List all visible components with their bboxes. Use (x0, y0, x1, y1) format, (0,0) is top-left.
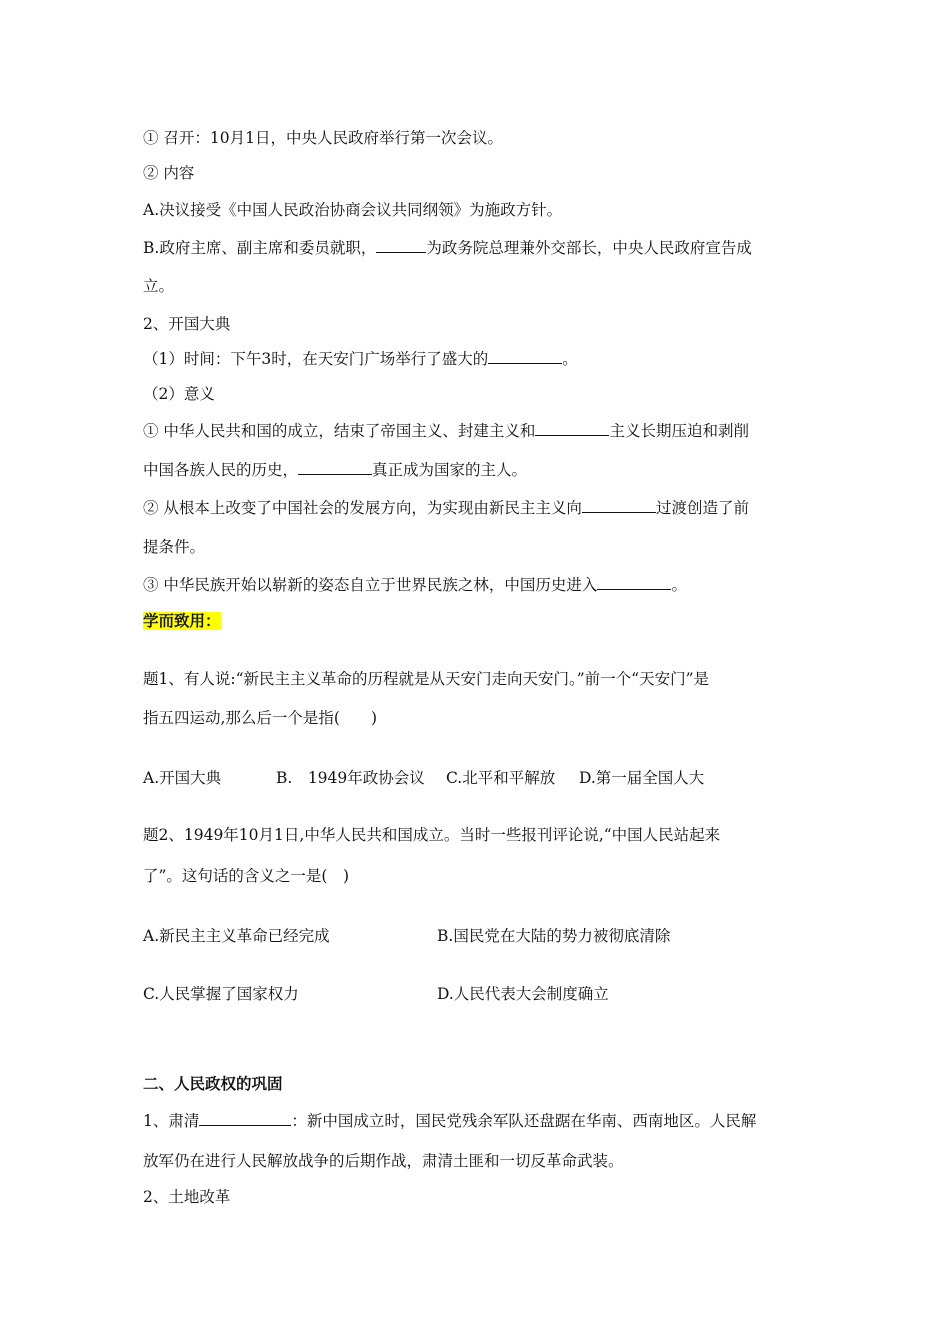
text-line (143, 383, 215, 405)
fill-blank (199, 1110, 291, 1126)
question-2-option-b: B.国民党在大陆的势力被彻底清除 (437, 927, 671, 945)
text-line (143, 1110, 756, 1132)
question-1-option-c: C.北平和平解放 (446, 769, 556, 787)
practice-heading: 学而致用： (143, 612, 221, 630)
text: 提条件。 (143, 538, 206, 556)
question-2-text: 题2、1949年10月1日,中华人民共和国成立。当时一些报刊评论说,“中国人民站起来 (143, 826, 721, 844)
practice-heading-line (143, 610, 221, 632)
text: ② 从根本上改变了中国社会的发展方向，为实现由新民主主义向 (143, 499, 582, 517)
fill-blank (582, 497, 656, 513)
question-1-line (143, 668, 709, 690)
fill-blank (597, 574, 671, 590)
text-line (143, 313, 230, 335)
section-heading: 二、人民政权的巩固 (143, 1075, 283, 1093)
text: 放军仍在进行人民解放战争的后期作战，肃清土匪和一切反革命武装。 (143, 1152, 624, 1170)
text: 真正成为国家的主人。 (372, 461, 528, 479)
text-line (143, 237, 752, 259)
text: 立。 (143, 277, 175, 295)
question-2-option-a: A.新民主主义革命已经完成 (143, 927, 330, 945)
text-line (143, 497, 749, 519)
section-heading-line (143, 1073, 283, 1095)
text: （1）时间：下午3时，在天安门广场举行了盛大的 (143, 350, 489, 368)
text-line (143, 1186, 230, 1208)
text: ① 召开：10月1日，中央人民政府举行第一次会议。 (143, 129, 504, 147)
text-line (143, 127, 503, 149)
text-line (143, 348, 578, 370)
question-2-text: 了”。这句话的含义之一是( ) (143, 867, 350, 885)
text: 过渡创造了前 (655, 499, 749, 517)
text-line (143, 574, 687, 596)
text: B.政府主席、副主席和委员就职， (143, 239, 377, 257)
question-2-line (143, 865, 349, 887)
text: 主义长期压迫和剥削 (609, 422, 749, 440)
question-1-option-a: A.开国大典 (143, 769, 222, 787)
question-1-option-d: D.第一届全国人大 (579, 769, 705, 787)
text: 中国各族人民的历史， (143, 461, 299, 479)
question-1-text: 题1、有人说:“新民主主义革命的历程就是从天安门走向天安门。”前一个“天安门”是 (143, 670, 710, 688)
fill-blank (298, 459, 372, 475)
text: ① 中华人民共和国的成立，结束了帝国主义、封建主义和 (143, 422, 536, 440)
text: 。 (671, 576, 687, 594)
text: ③ 中华民族开始以崭新的姿态自立于世界民族之林，中国历史进入 (143, 576, 598, 594)
text-line (143, 162, 194, 184)
fill-blank (376, 237, 426, 253)
text: A.决议接受《中国人民政治协商会议共同纲领》为施政方针。 (143, 201, 563, 219)
text: （2）意义 (143, 385, 215, 403)
question-1-option-b: B. 1949年政协会议 (276, 769, 425, 787)
text-line (143, 459, 527, 481)
text-line (143, 275, 174, 297)
text: 2、土地改革 (143, 1188, 231, 1206)
text: 为政务院总理兼外交部长，中央人民政府宣告成 (426, 239, 752, 257)
fill-blank (488, 348, 562, 364)
question-2-line (143, 824, 720, 846)
text: 1、肃清 (143, 1112, 200, 1130)
fill-blank (535, 420, 609, 436)
question-2-option-c: C.人民掌握了国家权力 (143, 985, 299, 1003)
text-line (143, 1150, 624, 1172)
question-1-line (143, 707, 377, 729)
text-line (143, 536, 205, 558)
text: 2、开国大典 (143, 315, 231, 333)
text: 。 (562, 350, 578, 368)
text-line (143, 199, 562, 221)
text: ② 内容 (143, 164, 195, 182)
question-2-option-d: D.人民代表大会制度确立 (437, 985, 609, 1003)
text-line (143, 420, 749, 442)
text: ：新中国成立时，国民党残余军队还盘踞在华南、西南地区。人民解 (291, 1112, 757, 1130)
question-1-text: 指五四运动,那么后一个是指( ) (143, 709, 378, 727)
